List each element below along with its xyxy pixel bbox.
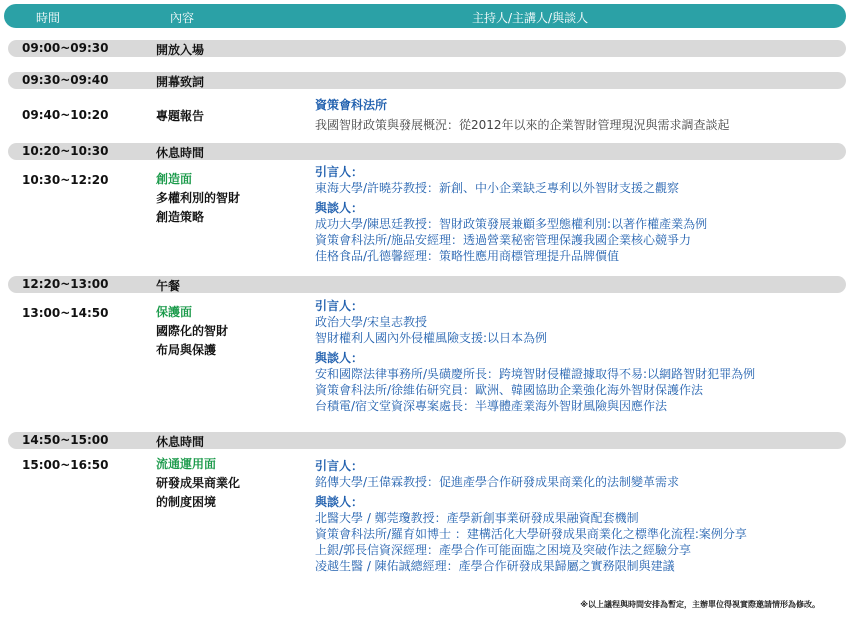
- panelist: 資策會科法所/徐維佑研究員：歐洲、韓國協助企業強化海外智財保護作法: [315, 383, 704, 397]
- band-row: [8, 143, 846, 160]
- session-title: 開放入場: [156, 43, 205, 57]
- talk-description: 我國智財政策與發展概況：從2012年以來的企業智財管理現況與需求調查談起: [315, 118, 730, 132]
- panel-label: 與談人：: [315, 495, 364, 509]
- header-content: 內容: [170, 11, 195, 25]
- footnote: ※以上議程與時間安排為暫定，主辦單位得視實際邀請情形為修改。: [580, 600, 820, 609]
- intro-label: 引言人：: [315, 459, 364, 473]
- panelist: 上銀/郭長信資深經理：產學合作可能面臨之困境及突破作法之經驗分享: [315, 543, 692, 557]
- time-cell: 09:00~09:30: [22, 41, 109, 55]
- header-host: 主持人/主講人/與談人: [472, 11, 589, 25]
- intro-speaker: 銘傳大學/王偉霖教授：促進產學合作研發成果商業化的法制變革需求: [315, 475, 680, 489]
- band-row: [8, 276, 846, 293]
- session-topic: [156, 303, 228, 360]
- panelist: 資策會科法所/施品安經理：透過營業秘密管理保護我國企業核心競爭力: [315, 233, 692, 247]
- topic-line: 的制度困境: [156, 495, 217, 509]
- topic-category: 創造面: [156, 172, 193, 186]
- topic-line: 布局與保護: [156, 343, 217, 357]
- session-detail: [315, 298, 755, 414]
- topic-line: 多權利別的智財: [156, 191, 241, 205]
- panelist: 安和國際法律事務所/吳磺慶所長：跨境智財侵權證據取得不易:以網路智財犯罪為例: [315, 367, 756, 381]
- band-row: [8, 40, 846, 57]
- band-row: [8, 432, 846, 449]
- panelist: 成功大學/陳思廷教授：智財政策發展兼顧多型態權利別:以著作權產業為例: [315, 217, 708, 231]
- session-detail: [315, 458, 747, 574]
- topic-category: 流通運用面: [156, 457, 217, 471]
- speaker-org: 資策會科法所: [315, 98, 388, 112]
- session-title: 開幕致詞: [156, 75, 205, 89]
- session-title: 休息時間: [156, 146, 205, 160]
- session-title: 專題報告: [156, 109, 205, 123]
- session-detail: [315, 97, 730, 133]
- session-title: 休息時間: [156, 435, 205, 449]
- panel-label: 與談人：: [315, 201, 364, 215]
- table-header: [4, 4, 846, 28]
- session-title: 午餐: [156, 279, 181, 293]
- intro-topic: 智財權利人國內外侵權風險支援:以日本為例: [315, 331, 548, 345]
- time-cell: 10:30~12:20: [22, 173, 109, 187]
- band-row: [8, 72, 846, 89]
- topic-line: 國際化的智財: [156, 324, 229, 338]
- time-cell: 12:20~13:00: [22, 277, 109, 291]
- time-cell: 15:00~16:50: [22, 458, 109, 472]
- topic-line: 創造策略: [156, 210, 205, 224]
- session-topic: [156, 455, 240, 512]
- panelist: 資策會科法所/羅育如博士 ：建構活化大學研發成果商業化之標準化流程:案例分享: [315, 527, 747, 541]
- time-cell: 14:50~15:00: [22, 433, 109, 447]
- intro-label: 引言人：: [315, 165, 364, 179]
- intro-speaker: 東海大學/許曉芬教授：新創、中小企業缺乏專利以外智財支援之觀察: [315, 181, 680, 195]
- panel-label: 與談人：: [315, 351, 364, 365]
- topic-category: 保護面: [156, 305, 193, 319]
- time-cell: 09:40~10:20: [22, 108, 109, 122]
- panelist: 台積電/宿文堂資深專案處長：半導體產業海外智財風險與因應作法: [315, 399, 668, 413]
- intro-label: 引言人：: [315, 299, 364, 313]
- session-topic: [156, 170, 240, 227]
- panelist: 凌越生醫 / 陳佑誠總經理：產學合作研發成果歸屬之實務限制與建議: [315, 559, 675, 573]
- time-cell: 10:20~10:30: [22, 144, 109, 158]
- header-time: 時間: [36, 11, 61, 25]
- panelist: 佳格食品/孔德馨經理：策略性應用商標管理提升品牌價值: [315, 249, 620, 263]
- time-cell: 13:00~14:50: [22, 306, 109, 320]
- panelist: 北醫大學 / 鄭莞瓊教授：產學新創事業研發成果融資配套機制: [315, 511, 639, 525]
- session-detail: [315, 164, 707, 264]
- topic-line: 研發成果商業化: [156, 476, 241, 490]
- intro-speaker: 政治大學/宋皇志教授: [315, 315, 428, 329]
- time-cell: 09:30~09:40: [22, 73, 109, 87]
